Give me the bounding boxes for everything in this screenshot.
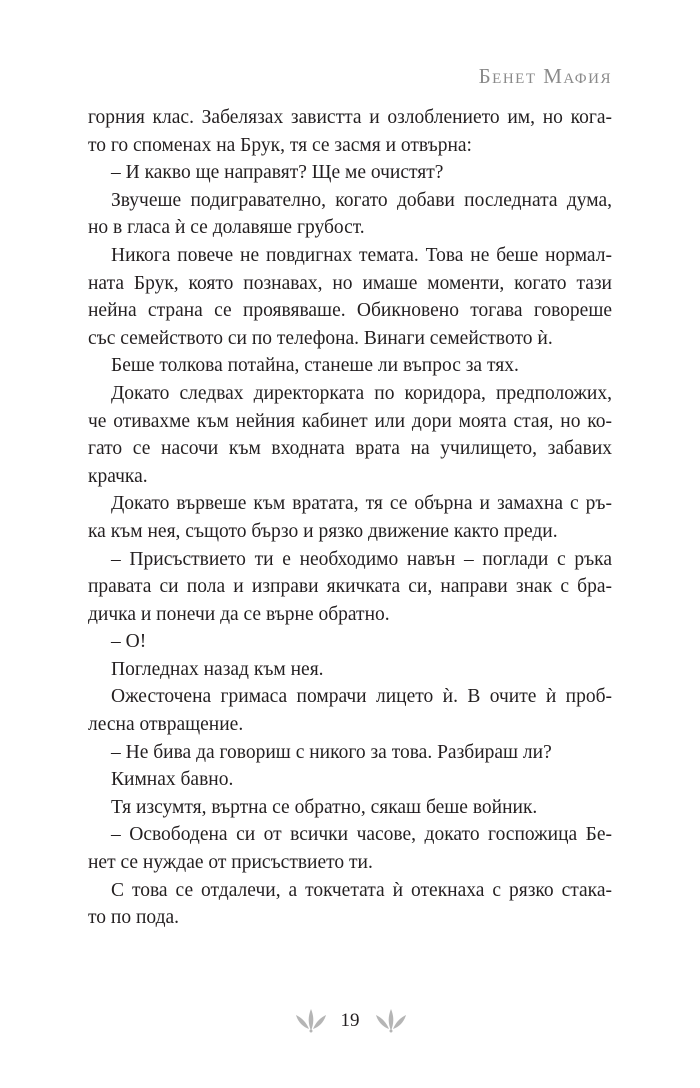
text-line: Беше толкова потайна, станеше ли въпрос за тях. (111, 355, 519, 377)
text-line: Звучеше подигравателно, когато добави последната дума, (111, 189, 612, 211)
text-line: ната Брук, която познавах, но имаше моменти, когато тази (88, 272, 612, 294)
text-line: Докато следвах директорката по коридора, предположих, (111, 382, 612, 404)
text-line: Ожесточена гримаса помрачи лицето ѝ. В очите ѝ проб- (111, 686, 612, 708)
text-line: Кимнах бавно. (111, 769, 234, 791)
text-line: Докато вървеше към вратата, тя се обърна и замахна с ръ- (111, 493, 612, 515)
text-line: то го споменах на Брук, тя се засмя и отвърна: (88, 134, 472, 156)
text-line: че отивахме към нейния кабинет или дори моята стая, но ко- (88, 410, 612, 432)
text-line: Тя изсумтя, въртна се обратно, сякаш беше войник. (111, 796, 538, 818)
page-number: 19 (340, 1010, 360, 1031)
text-line: – Не бива да говориш с никого за това. Разбираш ли? (111, 741, 552, 763)
text-line: дичка и понечи да се върне обратно. (88, 603, 390, 625)
text-line: – Освободена си от всички часове, докато госпожица Бе- (111, 824, 612, 846)
text-line: Погледнах назад към нея. (111, 658, 324, 680)
text-line: ка към нея, същото бързо и рязко движение както преди. (88, 520, 558, 542)
text-line: нейна страна се проявяваше. Обикновено тогава говореше (88, 300, 612, 322)
text-line: крачка. (88, 465, 148, 487)
text-line: със семейството си по телефона. Винаги семейството ѝ. (88, 327, 553, 349)
text-line: нет се нуждае от присъствието ти. (88, 852, 373, 874)
text-line: правата си пола и изправи якичката си, направи знак с бра- (88, 576, 612, 598)
fleuron-ornament-right (372, 1005, 410, 1033)
text-line: С това се отдалечи, а токчетата ѝ отекнаха с рязко стака- (111, 879, 612, 901)
text-line: лесна отвращение. (88, 714, 244, 736)
text-line: – Присъствието ти е необходимо навън – поглади с ръка (111, 548, 612, 570)
text-line: гато се насочи към входната врата на училището, забавих (88, 438, 612, 460)
running-header: Бенет Мафия (478, 64, 612, 88)
text-line: Никога повече не повдигнах темата. Това не беше нормал- (111, 244, 612, 266)
text-line: – И какво ще направят? Ще ме очистят? (111, 162, 444, 184)
page-body (88, 104, 612, 932)
text-line: горния клас. Забелязах завистта и озлоблението им, но кога- (88, 107, 612, 128)
text-line: то по пода. (88, 907, 180, 929)
text-line: но в гласа ѝ се долавяше грубост. (88, 217, 365, 239)
text-line: – О! (111, 631, 147, 653)
